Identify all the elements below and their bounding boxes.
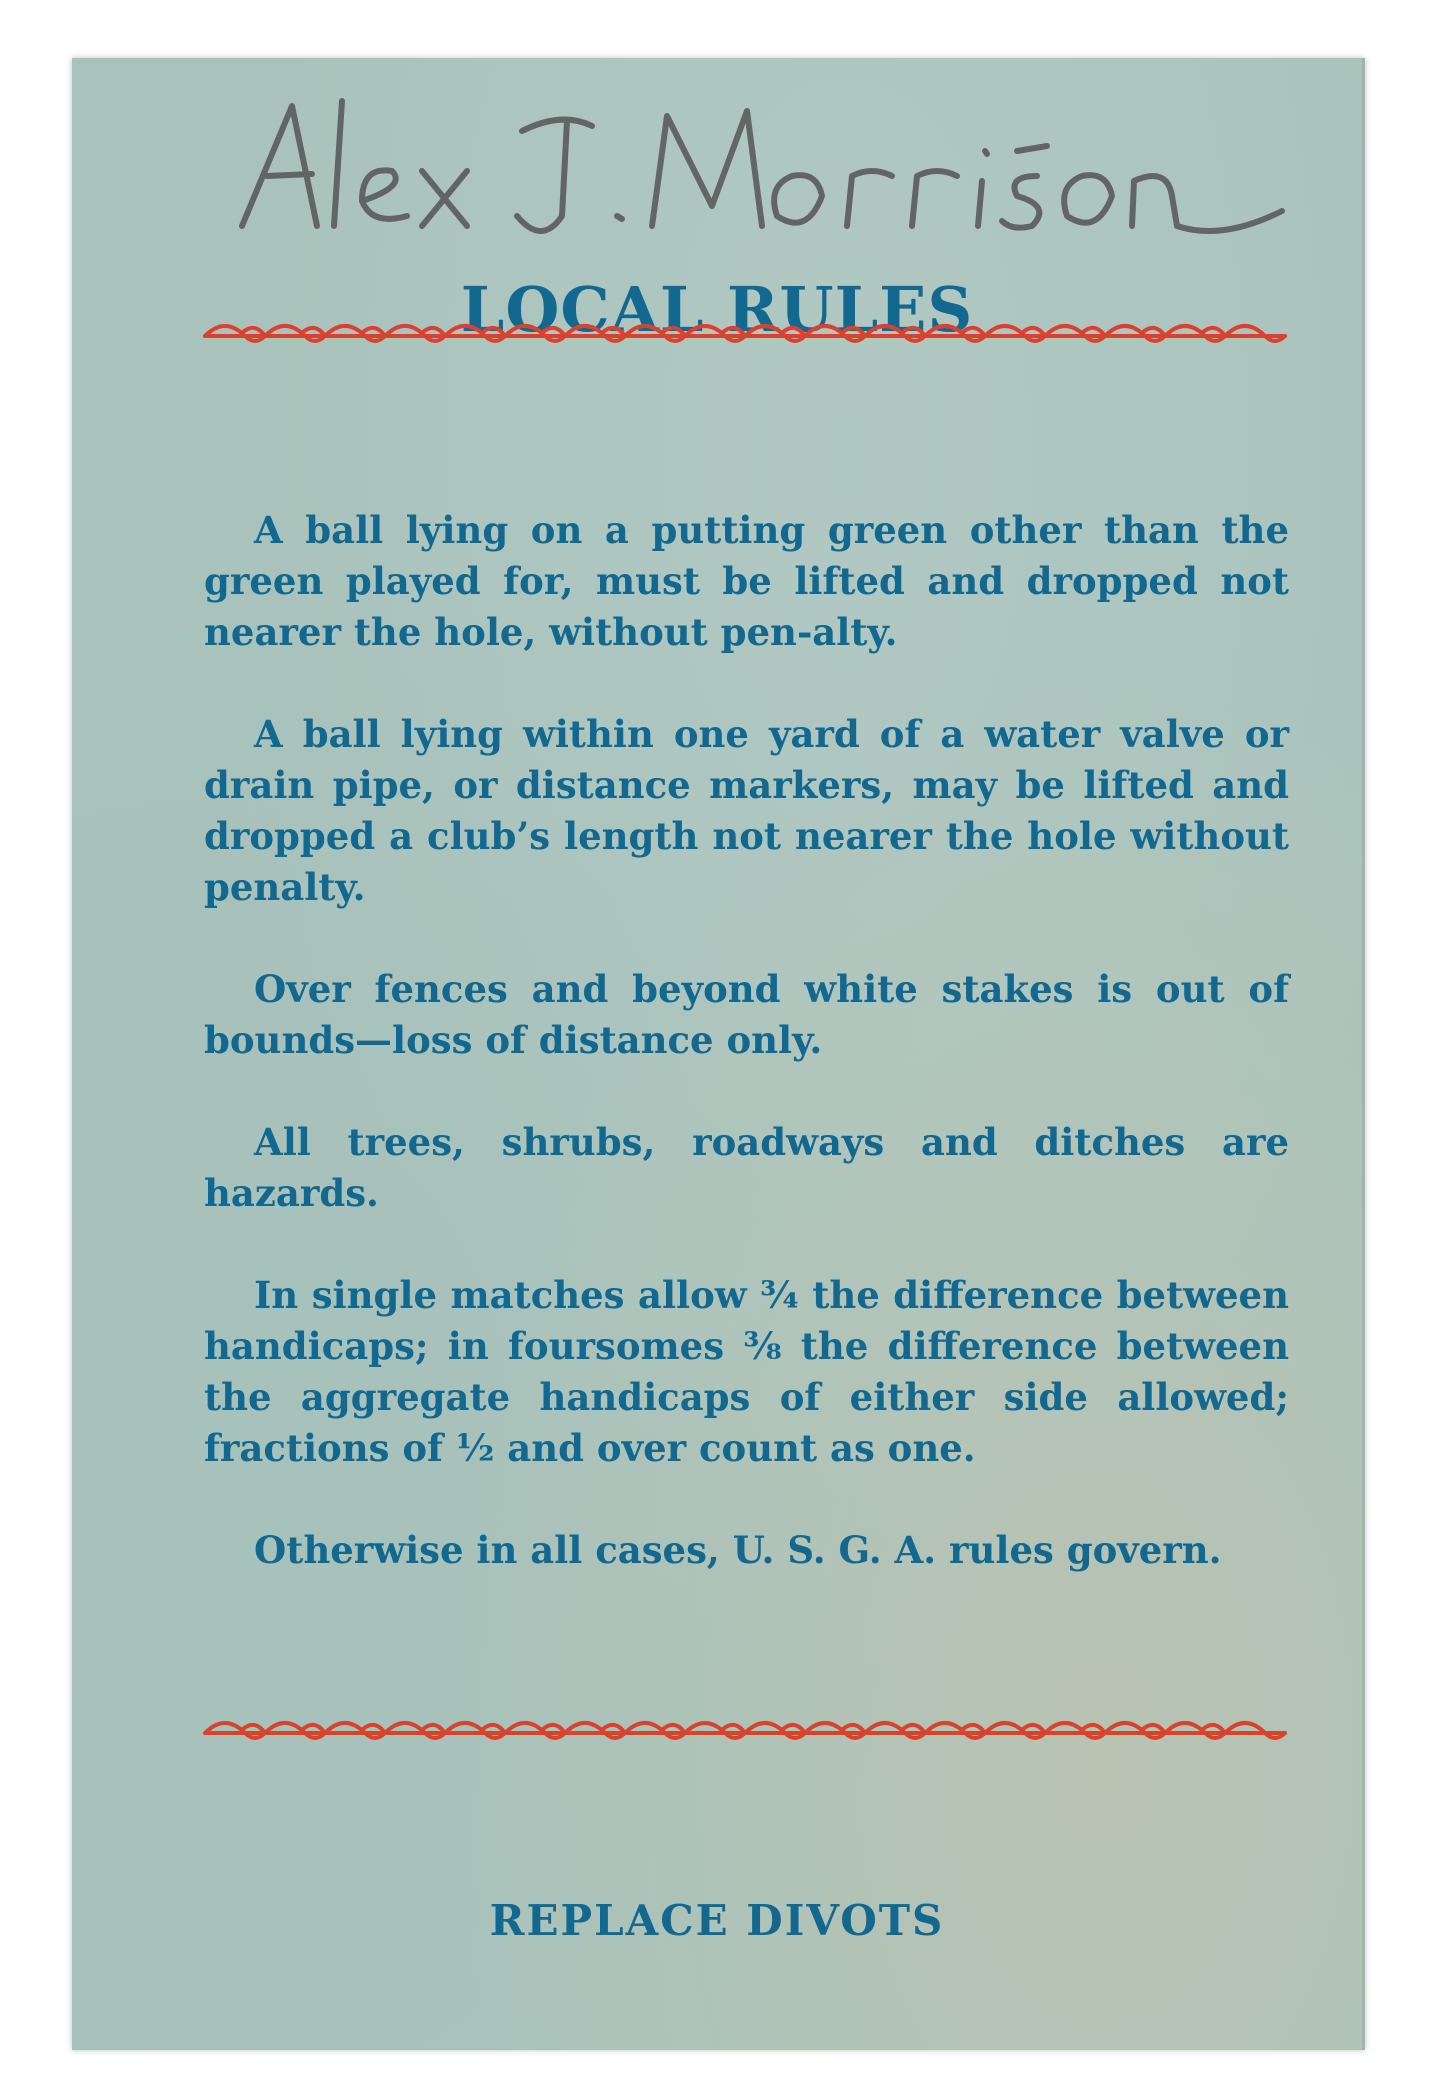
- scorecard: [72, 58, 1365, 2050]
- rule-paragraph: All trees, shrubs, roadways and ditches are hazards.: [204, 1120, 1289, 1215]
- handwritten-signature: [222, 76, 1322, 266]
- rule-paragraph: Over fences and beyond white stakes is out of bounds—loss of distance only.: [204, 967, 1289, 1062]
- bottom-scroll-ornament: [200, 1710, 1290, 1756]
- rule-paragraph: A ball lying within one yard of a water valve or drain pipe, or distance markers, may be lifted and dropped a club’s length not nearer the hole without penalty.: [204, 712, 1289, 909]
- footer-note: REPLACE DIVOTS: [489, 1896, 945, 1945]
- rule-paragraph: Otherwise in all cases, U. S. G. A. rules govern.: [254, 1528, 1222, 1572]
- page-title: LOCAL RULES: [460, 273, 974, 346]
- rule-paragraph: A ball lying on a putting green other than the green played for, must be lifted and dropped not nearer the hole, without pen-alty.: [204, 508, 1289, 654]
- top-scroll-ornament: [200, 313, 1290, 359]
- rule-paragraph: In single matches allow ¾ the difference between handicaps; in foursomes ⅜ the difference between the aggregate handicaps of either side allowed; fractions of ½ and over count as one.: [204, 1273, 1289, 1470]
- rules-list: [204, 505, 1289, 1627]
